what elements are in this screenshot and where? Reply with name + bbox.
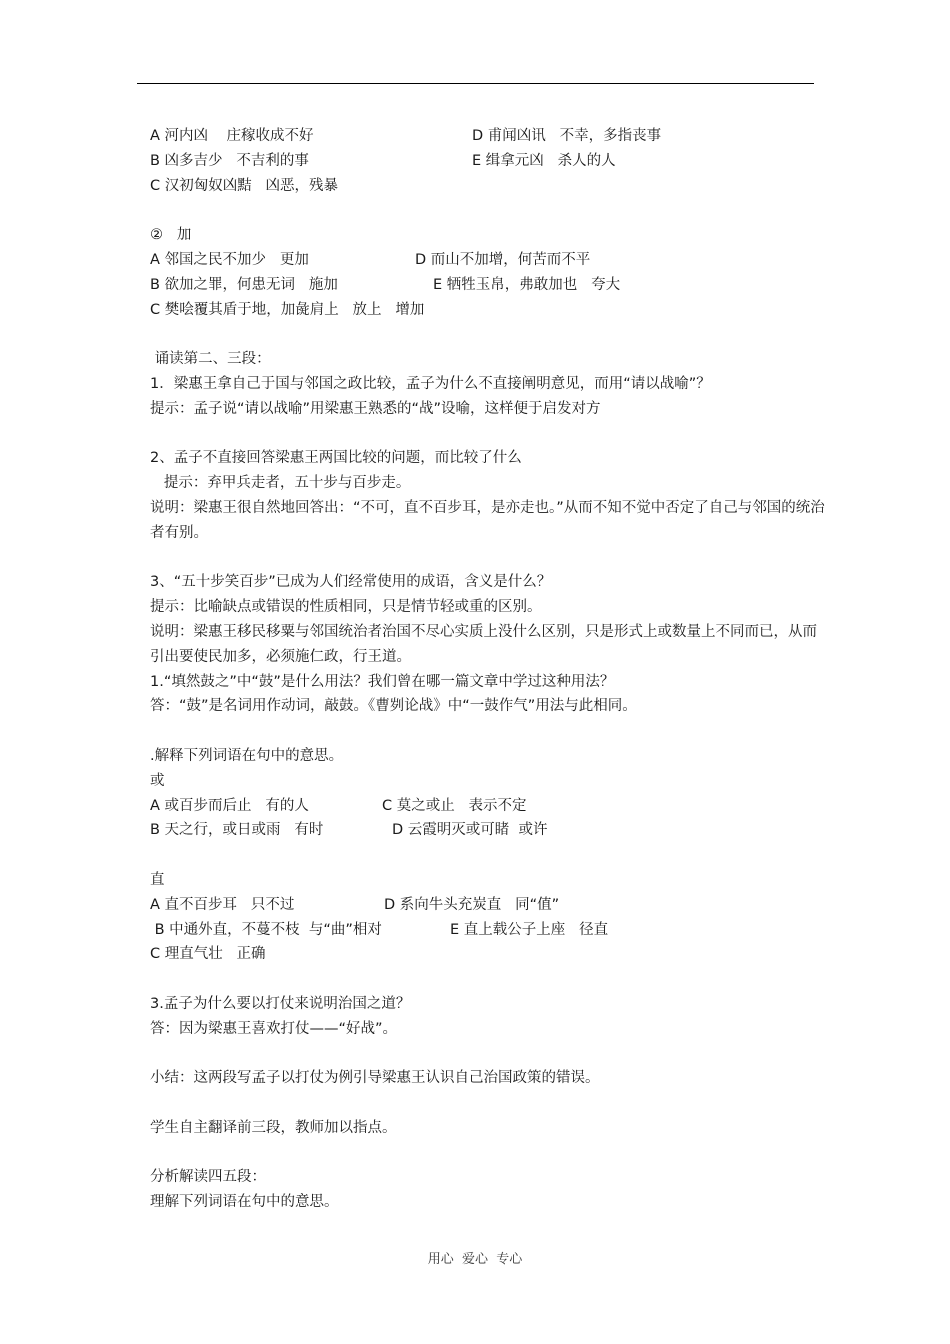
option-c: C 樊哙覆其盾于地，加彘肩上 放上 增加 [150,301,425,318]
hint: 提示：比喻缺点或错误的性质相同，只是情节轻或重的区别。 [150,599,542,616]
option-d: D 而山不加增，何苦而不平 [415,251,591,268]
option-row [150,248,830,273]
answer: 答：“鼓”是名词用作动词，敲鼓。《曹刿论战》中“一鼓作气”用法与此相同。 [150,698,637,715]
option-c: C 汉初匈奴凶黠 凶恶，残暴 [150,177,339,194]
page-footer: 用心 爱心 专心 [427,1252,523,1267]
word-heading: ② 加 [150,227,192,244]
option-d: D 甫闻凶讯 不幸，多指丧事 [472,128,662,144]
question: 3、“五十步笑百步”已成为人们经常使用的成语，含义是什么？ [150,574,552,591]
document-body [150,124,830,1215]
option-row [150,918,830,943]
option-e: E 牺牲玉帛，弗敢加也 夸大 [433,276,621,293]
explanation: 说明：梁惠王很自然地回答出：“不可，直不百步耳，是亦走也。”从而不知不觉中否定了自己与邻国的统治者有别。 [150,499,825,541]
question: 3.孟子为什么要以打仗来说明治国之道？ [150,995,411,1012]
option-b: B 中通外直，不蔓不枝 与“曲”相对 [150,921,382,938]
option-row [150,893,830,918]
question: 1.“填然鼓之”中“鼓”是什么用法？我们曾在哪一篇文章中学过这种用法？ [150,673,615,690]
option-b: B 欲加之罪，何患无词 施加 [150,276,338,293]
option-row [150,794,830,819]
option-a: A 直不百步耳 只不过 [150,896,295,913]
section-heading: 诵读第二、三段： [150,351,271,368]
option-a: A 河内凶 庄稼收成不好 [150,128,314,144]
word-heading: 或 [150,772,165,789]
explanation: 说明：梁惠王移民移粟与邻国统治者治国不尽心实质上没什么区别，只是形式上或数量上不同而已，从而引出要使民加多，必须施仁政，行王道。 [150,623,817,665]
option-d: D 系向牛头充炭直 同“值” [384,896,560,913]
activity: 学生自主翻译前三段，教师加以指点。 [150,1119,397,1136]
question: 2、孟子不直接回答梁惠王两国比较的问题，而比较了什么 [150,450,522,467]
option-a: A 邻国之民不加少 更加 [150,251,309,268]
word-heading: 直 [150,871,165,888]
option-d: D 云霞明灭或可睹 或许 [392,822,548,839]
option-row [150,818,830,843]
exercise-title: .解释下列词语在句中的意思。 [150,747,344,764]
option-row [150,273,830,298]
answer: 答：因为梁惠王喜欢打仗——“好战”。 [150,1020,398,1037]
option-row [150,124,830,149]
summary: 小结：这两段写孟子以打仗为例引导梁惠王认识自己治国政策的错误。 [150,1070,600,1087]
section-heading: 分析解读四五段： [150,1169,266,1186]
option-c: C 理直气壮 正确 [150,946,266,963]
option-b: B 天之行，或日或雨 有时 [150,822,324,839]
option-c: C 莫之或止 表示不定 [382,797,527,814]
hint: 提示：孟子说“请以战喻”用梁惠王熟悉的“战”设喻，这样便于启发对方 [150,400,601,417]
option-b: B 凶多吉少 不吉利的事 [150,152,309,169]
header-rule [137,83,814,84]
option-a: A 或百步而后止 有的人 [150,797,309,814]
hint: 提示：弃甲兵走者，五十步与百步走。 [150,475,411,492]
option-e: E 缉拿元凶 杀人的人 [472,152,616,169]
option-e: E 直上载公子上座 径直 [450,921,609,938]
option-row [150,149,830,174]
question: 1．梁惠王拿自己于国与邻国之政比较，孟子为什么不直接阐明意见，而用“请以战喻”？ [150,375,711,392]
task: 理解下列词语在句中的意思。 [150,1194,339,1211]
